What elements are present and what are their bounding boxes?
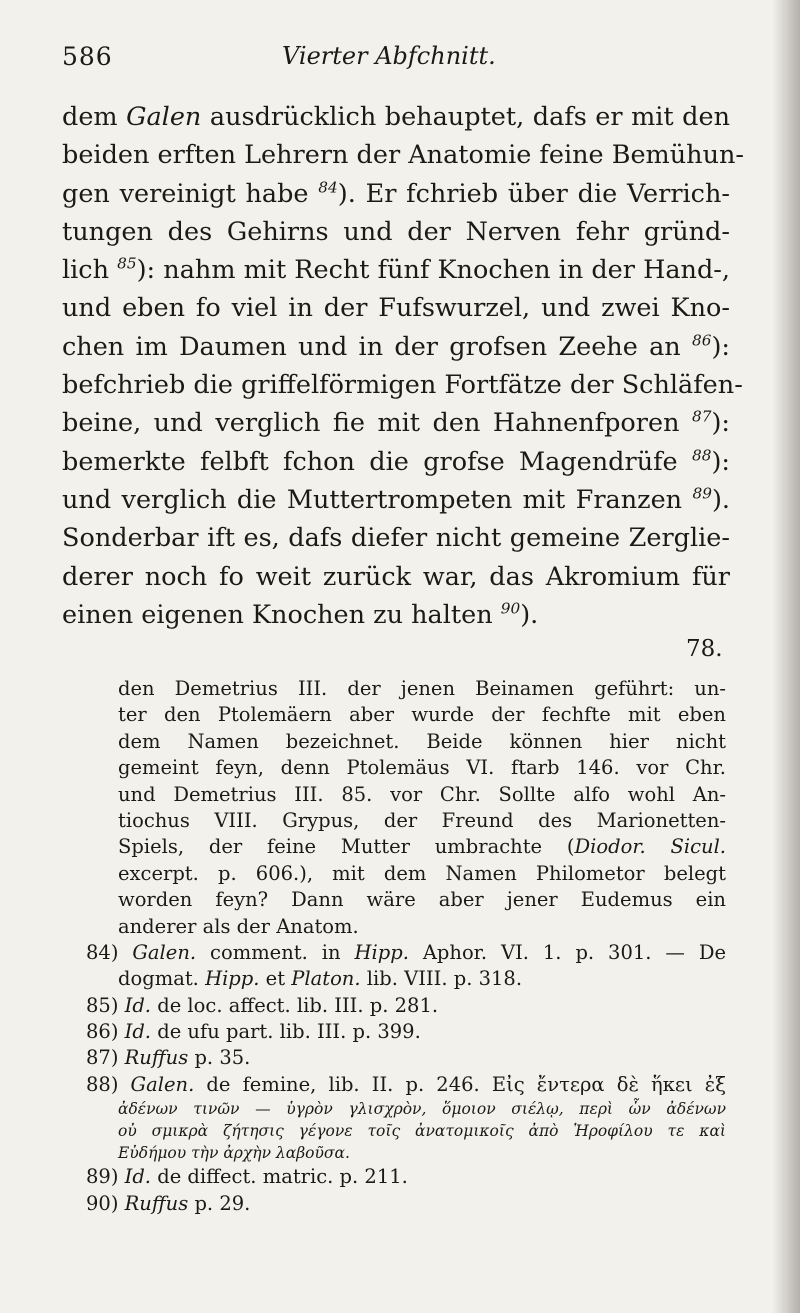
italic-text: Galen. xyxy=(132,940,197,964)
text-line: befchrieb die griffelförmigen Fortfätze der Schläfen- xyxy=(62,370,743,401)
footnote-line: ἀδένων τινῶν — ὑγρὸν γλισχρὸν, ὅμοιον σιέλῳ, περὶ ὧν ἀδένων xyxy=(118,1100,726,1119)
italic-text: Id. xyxy=(124,993,152,1017)
page-header xyxy=(60,36,760,76)
footnote-ref: 86 xyxy=(691,331,712,350)
footnote-line: 89) Id. de diffect. matric. p. 211. xyxy=(86,1165,408,1189)
footnote-line: οὐ σμικρὰ ζήτησις γέγονε τοῖς ἀνατομικοῖς ἀπὸ Ἡροφίλου τε καὶ xyxy=(118,1122,726,1141)
text-line: lich $^{85}$): nahm mit Recht fünf Knochen in der Hand-, xyxy=(62,254,730,286)
text-line: derer noch fo weit zurück war, das Akromium für xyxy=(62,561,730,592)
running-title: Vierter Abfchnitt. xyxy=(282,42,496,70)
footnote-line: 85) Id. de loc. affect. lib. III. p. 281. xyxy=(86,993,439,1017)
text-line: gen vereinigt habe $^{84}$). Er fchrieb über die Verrich- xyxy=(62,178,730,209)
text-line: tungen des Gehirns und der Nerven fehr gründ- xyxy=(62,216,730,247)
footnote-ref: 90 xyxy=(500,599,521,618)
italic-text: Hipp. xyxy=(354,940,409,964)
footnote-line: 90) Ruffus p. 29. xyxy=(86,1191,251,1215)
footnote-ref: 84 xyxy=(318,178,338,197)
footnote-line: ter den Ptolemäern aber wurde der fechfte mit eben xyxy=(118,703,726,727)
text-line: Sonderbar ift es, dafs diefer nicht gemeine Zerglie- xyxy=(62,523,730,554)
main-text xyxy=(62,98,745,634)
text-line: bemerkte felbft fchon die grofse Magendrüfe $^{88}$): xyxy=(62,446,730,477)
catchword: 78. xyxy=(686,636,723,662)
text-line: beine, und verglich fie mit den Hahnenfporen $^{87}$): xyxy=(62,407,730,439)
text-line: chen im Daumen und in der grofsen Zeehe an $^{86}$): xyxy=(62,331,730,362)
footnote-line: den Demetrius III. der jenen Beinamen geführt: un- xyxy=(118,677,726,700)
footnote-line: 87) Ruffus p. 35. xyxy=(86,1046,251,1070)
footnote-ref: 89 xyxy=(692,484,712,503)
italic-text: Ruffus xyxy=(124,1046,189,1070)
italic-text: Galen xyxy=(126,102,202,132)
footnote-line: 86) Id. de ufu part. lib. III. p. 399. xyxy=(86,1020,421,1044)
footnote-line: dogmat. Hipp. et Platon. lib. VIII. p. 318. xyxy=(118,967,523,991)
footnote-line: tiochus VIII. Grypus, der Freund des Marionetten- xyxy=(118,808,726,832)
text-line: und verglich die Muttertrompeten mit Franzen $^{89}$). xyxy=(62,484,730,515)
text-line: beiden erften Lehrern der Anatomie feine Bemühun- xyxy=(62,140,745,171)
text-line: und eben fo viel in der Fufswurzel, und zwei Kno- xyxy=(62,293,730,324)
footnote-ref: 88 xyxy=(691,446,712,465)
italic-text: Id. xyxy=(124,1020,152,1044)
footnote-line: und Demetrius III. 85. vor Chr. Sollte alfo wohl An- xyxy=(118,782,726,806)
footnote-ref: 85 xyxy=(117,254,137,273)
footnote-line: 84) Galen. comment. in Hipp. Aphor. VI. 1. p. 301. — De xyxy=(86,940,727,964)
page-edge-shadow xyxy=(772,0,800,1313)
text-line: dem Galen ausdrücklich behauptet, dafs er mit den xyxy=(62,102,731,132)
footnote-line: excerpt. p. 606.), mit dem Namen Philometor belegt xyxy=(118,861,726,885)
italic-text: Galen. xyxy=(130,1072,195,1096)
footnote-line: dem Namen bezeichnet. Beide können hier nicht xyxy=(118,729,726,753)
footnotes xyxy=(86,676,726,1217)
page-number: 586 xyxy=(62,42,113,71)
footnote-line: anderer als der Anatom. xyxy=(118,914,359,938)
footnote-line: Εὐδήμου τὴν ἀρχὴν λαβοῦσα. xyxy=(118,1144,350,1163)
italic-text: Id. xyxy=(124,1165,152,1189)
footnote-line: gemeint feyn, denn Ptolemäus VI. ftarb 146. vor Chr. xyxy=(118,756,726,780)
footnote-line: worden feyn? Dann wäre aber jener Eudemus ein xyxy=(118,888,726,912)
italic-text: Diodor. Sicul. xyxy=(574,835,727,859)
italic-text: Platon. xyxy=(291,967,361,991)
italic-text: Hipp. xyxy=(205,967,260,991)
footnote-ref: 87 xyxy=(691,407,712,426)
italic-text: Ruffus xyxy=(124,1191,189,1215)
footnote-line: 88) Galen. de femine, lib. II. p. 246. Εἰς ἔντερα δὲ ἥκει ἐξ xyxy=(86,1072,726,1096)
footnote-line: Spiels, der feine Mutter umbrachte (Diodor. Sicul. xyxy=(118,835,727,859)
text-line: einen eigenen Knochen zu halten $^{90}$). xyxy=(62,599,539,630)
